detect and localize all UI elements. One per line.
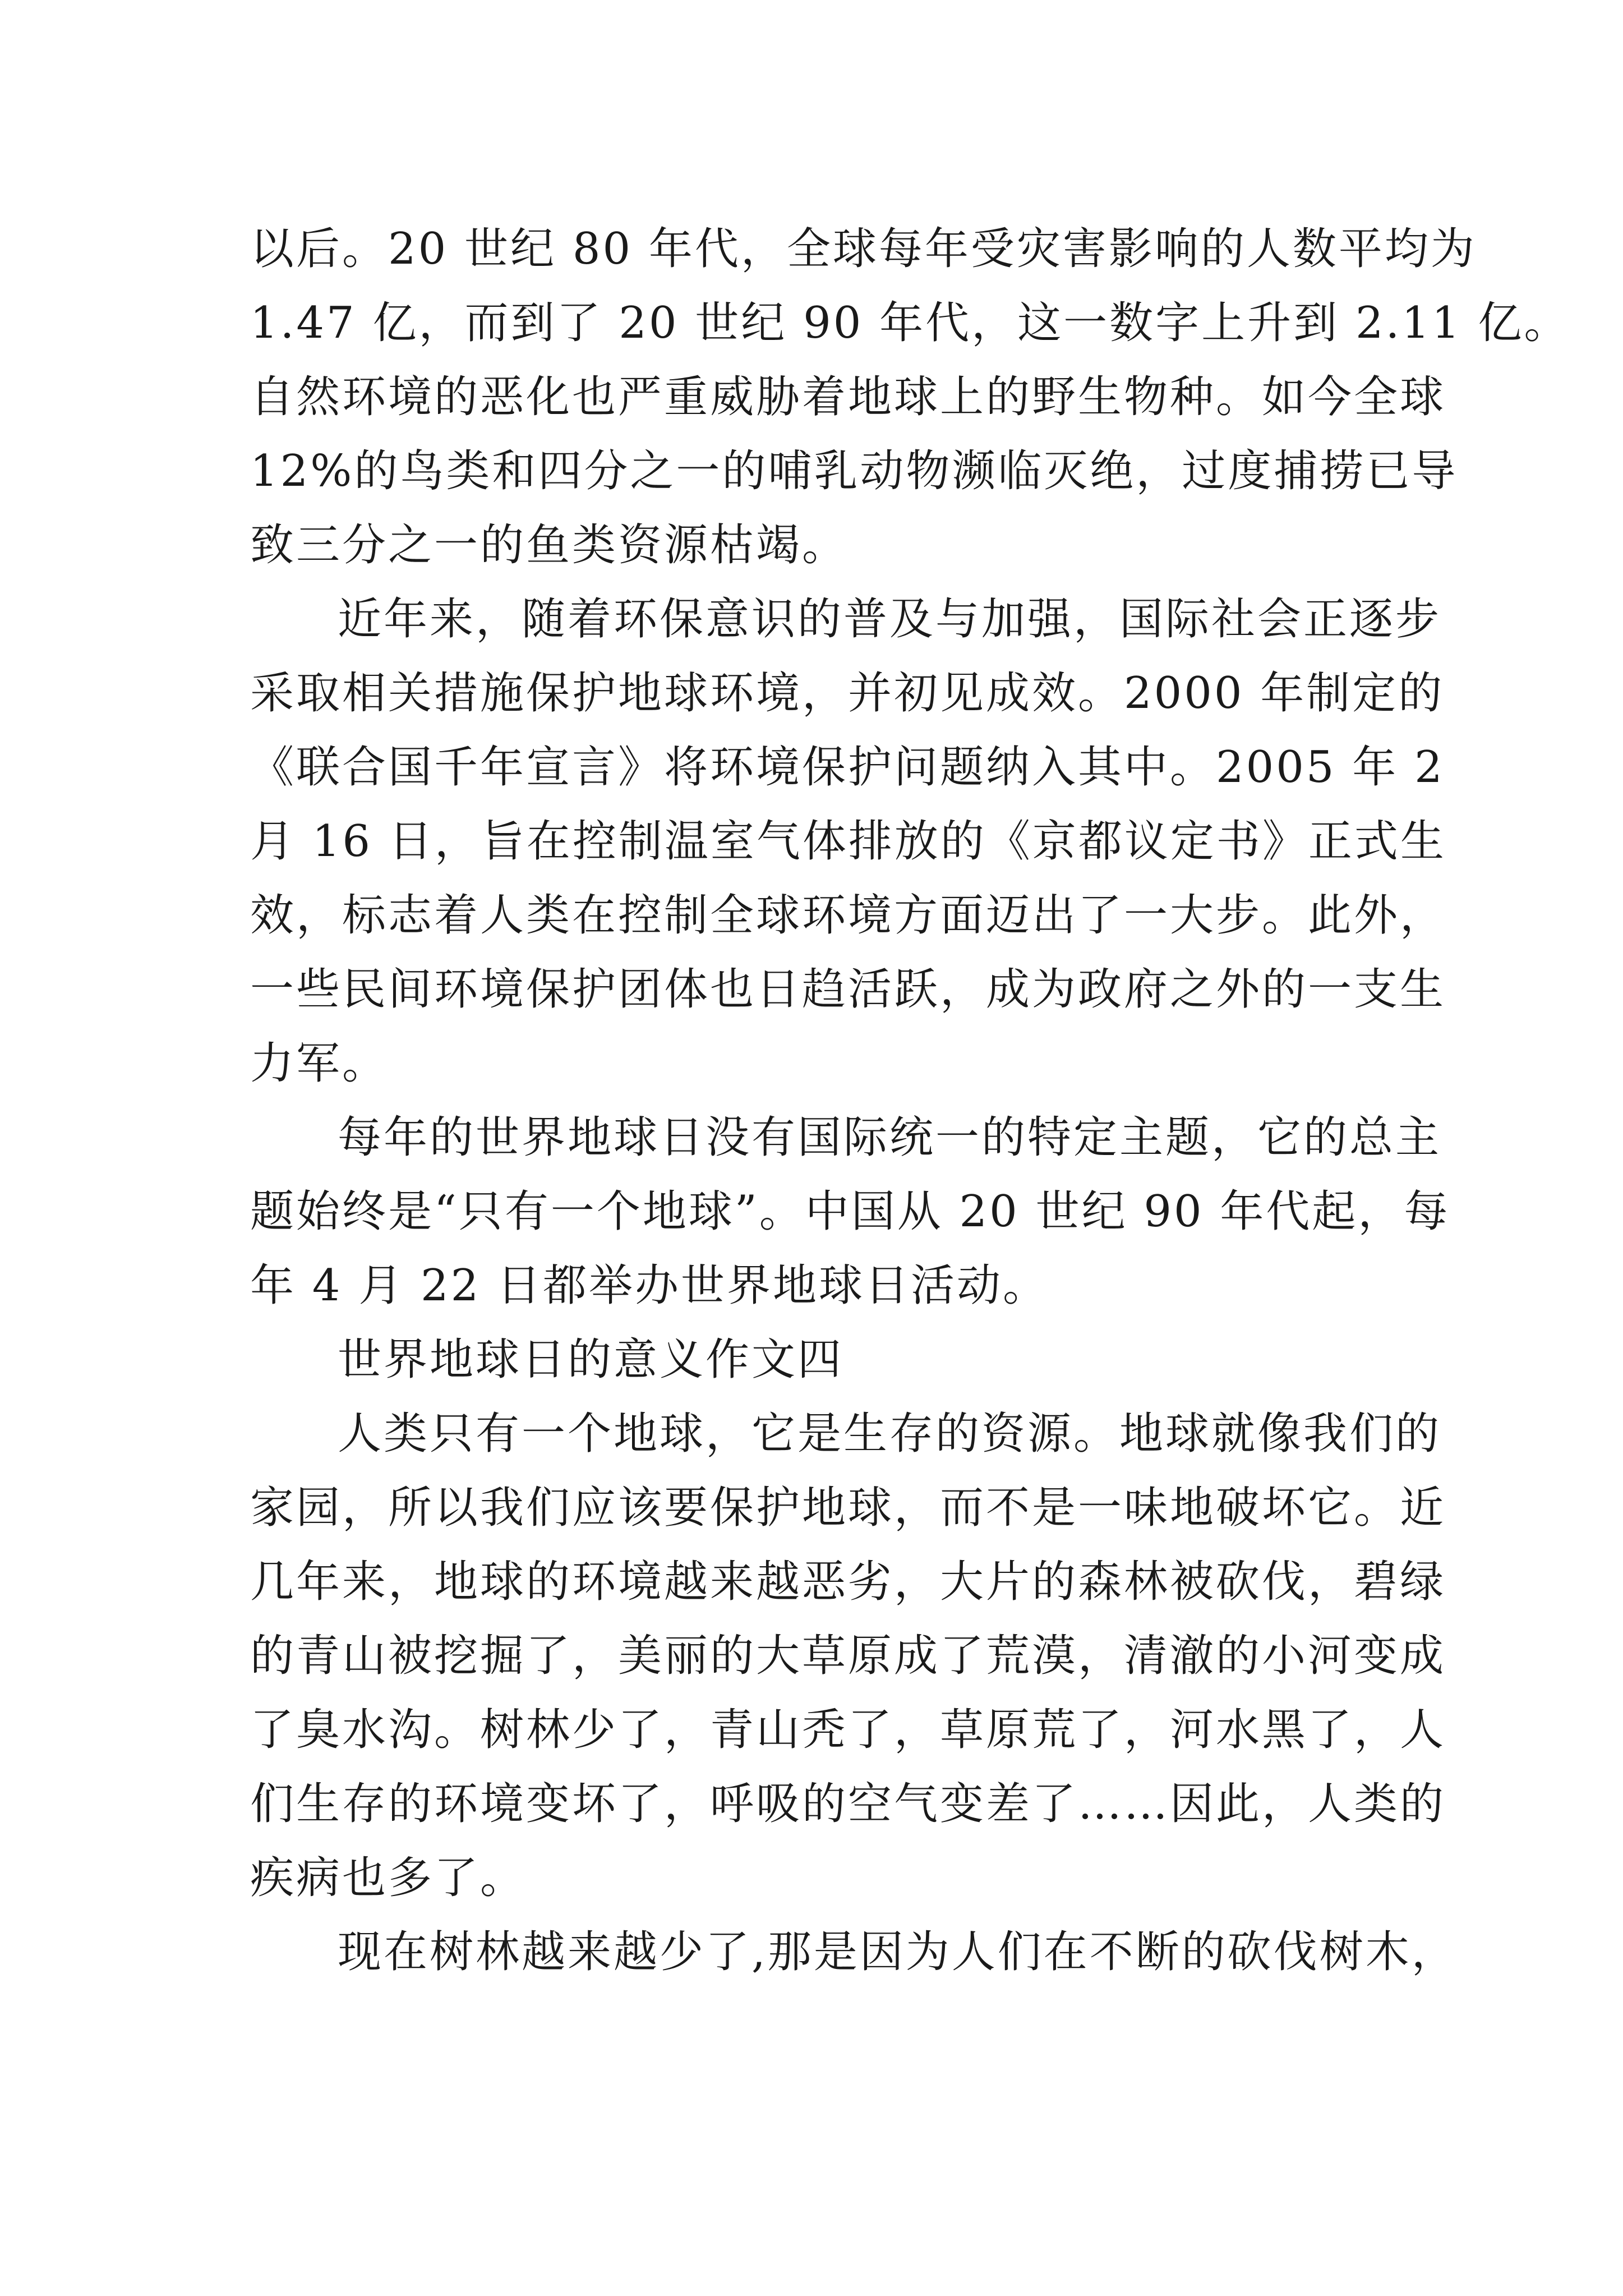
- text-line: 们生存的环境变坏了，呼吸的空气变差了……因此，人类的: [250, 1779, 1446, 1829]
- text-line: 以后。20 世纪 80 年代，全球每年受灾害影响的人数平均为: [250, 224, 1477, 274]
- paragraph-start-line: 现在树林越来越少了,那是因为人们在不断的砍伐树木，: [338, 1927, 1458, 1977]
- text-line: 疾病也多了。: [250, 1853, 527, 1903]
- text-line: 《联合国千年宣言》将环境保护问题纳入其中。2005 年 2: [250, 742, 1445, 793]
- text-line: 效，标志着人类在控制全球环境方面迈出了一大步。此外，: [250, 890, 1446, 941]
- text-line: 12%的鸟类和四分之一的哺乳动物濒临灭绝，过度捕捞已导: [250, 446, 1458, 496]
- text-line: 年 4 月 22 日都举办世界地球日活动。: [250, 1260, 1049, 1311]
- paragraph-start-line: 人类只有一个地球，它是生存的资源。地球就像我们的: [338, 1409, 1442, 1459]
- text-line: 一些民间环境保护团体也日趋活跃，成为政府之外的一支生: [250, 964, 1446, 1015]
- text-line: 自然环境的恶化也严重威胁着地球上的野生物种。如今全球: [250, 372, 1446, 422]
- text-line: 了臭水沟。树林少了，青山秃了，草原荒了，河水黑了，人: [250, 1705, 1446, 1755]
- text-line: 1.47 亿，而到了 20 世纪 90 年代，这一数字上升到 2.11 亿。: [250, 298, 1570, 348]
- document-body: [250, 212, 1570, 1989]
- paragraph-start-line: 近年来，随着环保意识的普及与加强，国际社会正逐步: [338, 594, 1442, 645]
- text-line: 几年来，地球的环境越来越恶劣，大片的森林被砍伐，碧绿: [250, 1557, 1446, 1607]
- text-line: 的青山被挖掘了，美丽的大草原成了荒漠，清澈的小河变成: [250, 1631, 1446, 1681]
- paragraph-start-line: 每年的世界地球日没有国际统一的特定主题，它的总主: [338, 1112, 1442, 1163]
- text-line: 致三分之一的鱼类资源枯竭。: [250, 520, 849, 570]
- text-line: 力军。: [250, 1038, 389, 1089]
- text-line: 题始终是“只有一个地球”。中国从 20 世纪 90 年代起，每: [250, 1186, 1450, 1237]
- text-line: 家园，所以我们应该要保护地球，而不是一味地破坏它。近: [250, 1483, 1446, 1533]
- text-line: 采取相关措施保护地球环境，并初见成效。2000 年制定的: [250, 668, 1445, 719]
- section-heading: 世界地球日的意义作文四: [338, 1335, 844, 1385]
- text-line: 月 16 日，旨在控制温室气体排放的《京都议定书》正式生: [250, 816, 1446, 867]
